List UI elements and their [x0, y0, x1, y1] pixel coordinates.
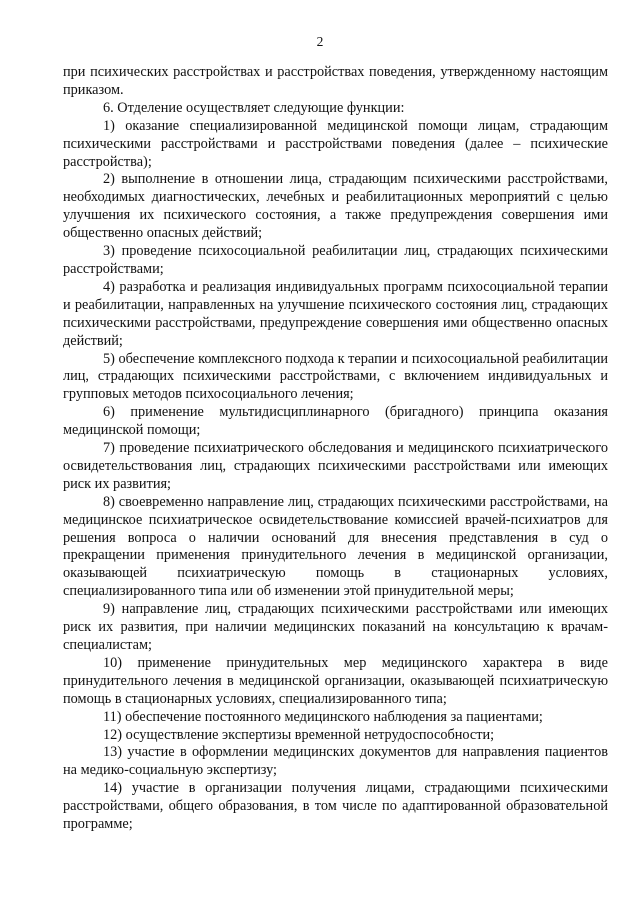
list-item-7: 7) проведение психиатрического обследования и медицинского психиатрического освидетельствования лиц, страдающих психическими расстройствами или имеющих риск их развития; — [63, 440, 608, 492]
list-item-2: 2) выполнение в отношении лица, страдающим психическими расстройствами, необходимых диагностических, лечебных и реабилитационных мероприятий с целью улучшения их психического состояния, а также предупреждения совершения ими общественно опасных действий; — [63, 171, 608, 242]
page-number: 2 — [316, 34, 324, 49]
list-item-13: 13) участие в оформлении медицинских документов для направления пациентов на медико-социальную экспертизу; — [63, 744, 608, 779]
list-item-1: 1) оказание специализированной медицинской помощи лицам, страдающим психическими расстройствами и расстройствами поведения (далее – психические расстройства); — [63, 117, 608, 170]
list-item-14: 14) участие в организации получения лицами, страдающими психическими расстройствами, общего образования, в том числе по адаптированной образовательной программе; — [63, 780, 608, 833]
list-item-11: 11) обеспечение постоянного медицинского наблюдения за пациентами; — [103, 708, 543, 725]
section-heading-6: 6. Отделение осуществляет следующие функции: — [103, 99, 405, 116]
paragraph-continuation: при психических расстройствах и расстройствах поведения, утвержденному настоящим приказом. — [63, 64, 608, 98]
document-body — [63, 64, 608, 834]
list-item-8: 8) своевременно направление лиц, страдающих психическими расстройствами, на медицинское психиатрическое освидетельствование комиссией врачей-психиатров для решения вопроса о наличии оснований для внесения представления в суд о прекращении применения принудительного лечения в медицинской организации, оказывающей психиатрическую помощь в стационарных условиях, специализированного типа или об изменении этой принудительной меры; — [63, 493, 608, 600]
list-item-10: 10) применение принудительных мер медицинского характера в виде принудительного лечения в медицинской организации, оказывающей психиатрическую помощь в стационарных условиях, специализированного типа; — [63, 654, 608, 707]
list-item-12: 12) осуществление экспертизы временной нетрудоспособности; — [103, 726, 495, 743]
list-item-5: 5) обеспечение комплексного подхода к терапии и психосоциальной реабилитации лиц, страдающих психическими расстройствами, с включением индивидуальных и групповых методов психосоциального лечения; — [63, 350, 608, 403]
list-item-3: 3) проведение психосоциальной реабилитации лиц, страдающих психическими расстройствами; — [63, 243, 608, 277]
list-item-6: 6) применение мультидисциплинарного (бригадного) принципа оказания медицинской помощи; — [63, 404, 608, 439]
list-item-9: 9) направление лиц, страдающих психическими расстройствами или имеющих риск их развития, при наличии медицинских показаний на консультацию к врачам-специалистам; — [63, 601, 608, 653]
list-item-4: 4) разработка и реализация индивидуальных программ психосоциальной терапии и реабилитации, направленных на улучшение психического состояния лиц, страдающих психическими расстройствами, предупреждение совершения ими общественно опасных действий; — [63, 278, 608, 349]
